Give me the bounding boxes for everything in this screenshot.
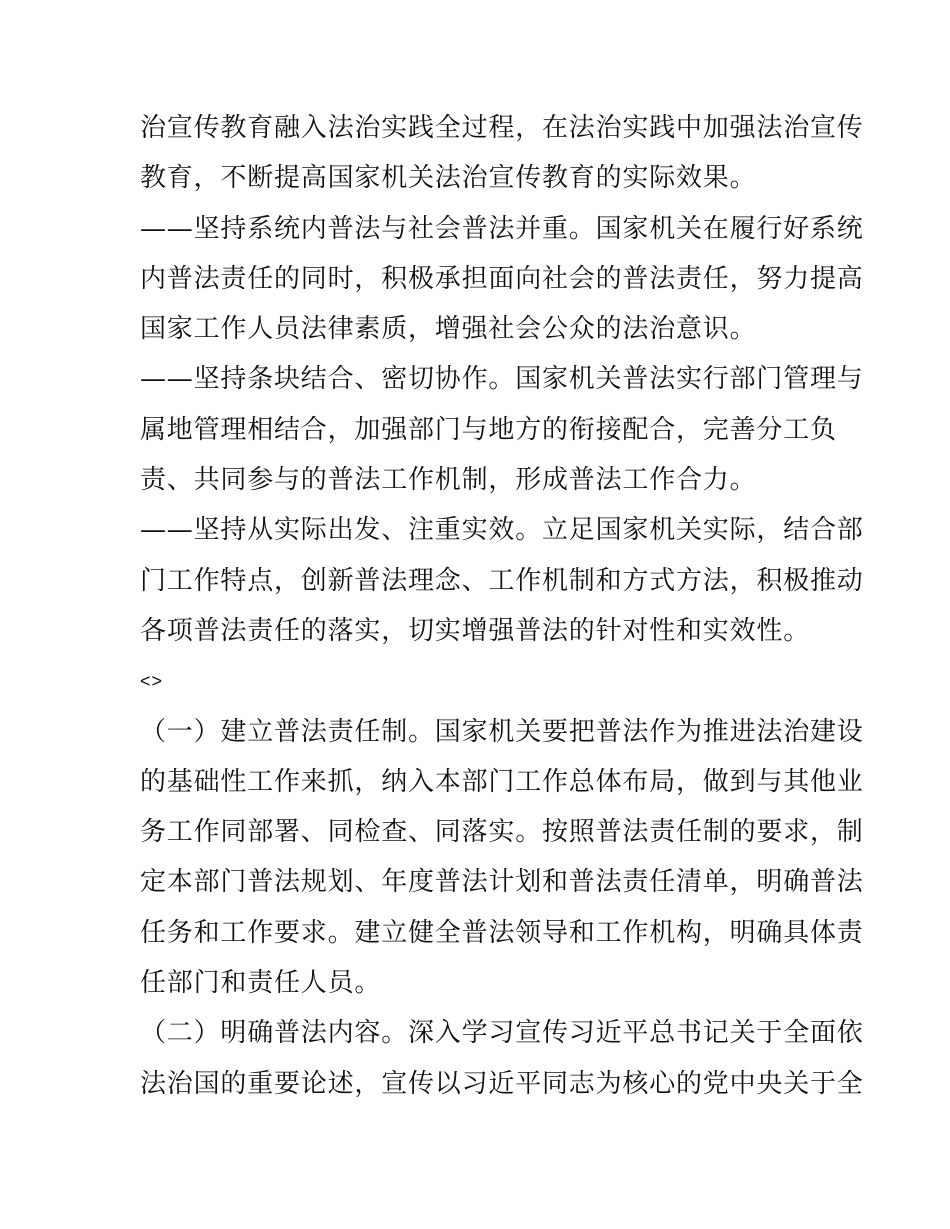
text-line: 任部门和责任人员。 — [140, 968, 382, 999]
text-line: （二）明确普法内容。深入学习宣传习近平总书记关于全面依 — [140, 1018, 864, 1049]
text-line: 法治国的重要论述，宣传以习近平同志为核心的党中央关于全 — [140, 1068, 864, 1099]
text-line: 治宣传教育融入法治实践全过程，在法治实践中加强法治宣传 — [140, 113, 864, 143]
text-line: 责、共同参与的普法工作机制，形成普法工作合力。 — [140, 465, 757, 496]
text-line: 属地管理相结合，加强部门与地方的衔接配合，完善分工负 — [140, 414, 837, 445]
text-line: ——坚持条块结合、密切协作。国家机关普法实行部门管理与 — [140, 364, 864, 395]
text-line: 教育，不断提高国家机关法治宣传教育的实际效果。 — [140, 163, 757, 194]
text-line: ——坚持从实际出发、注重实效。立足国家机关实际，结合部 — [140, 515, 864, 546]
text-line: （一）建立普法责任制。国家机关要把普法作为推进法治建设 — [140, 716, 864, 747]
text-line: 门工作特点，创新普法理念、工作机制和方式方法，积极推动 — [140, 565, 864, 596]
text-line: 定本部门普法规划、年度普法计划和普法责任清单，明确普法 — [140, 867, 864, 898]
text-line: 任务和工作要求。建立健全普法领导和工作机构，明确具体责 — [140, 917, 864, 948]
text-line: 务工作同部署、同检查、同落实。按照普法责任制的要求，制 — [140, 817, 864, 848]
text-line: 内普法责任的同时，积极承担面向社会的普法责任，努力提高 — [140, 263, 864, 294]
text-line: 的基础性工作来抓，纳入本部门工作总体布局，做到与其他业 — [140, 766, 864, 797]
placeholder-marker: <> — [140, 671, 164, 692]
document-body — [140, 103, 864, 1109]
text-line: 各项普法责任的落实，切实增强普法的针对性和实效性。 — [140, 615, 811, 646]
text-line: ——坚持系统内普法与社会普法并重。国家机关在履行好系统 — [140, 213, 864, 244]
text-line: 国家工作人员法律素质，增强社会公众的法治意识。 — [140, 314, 757, 345]
